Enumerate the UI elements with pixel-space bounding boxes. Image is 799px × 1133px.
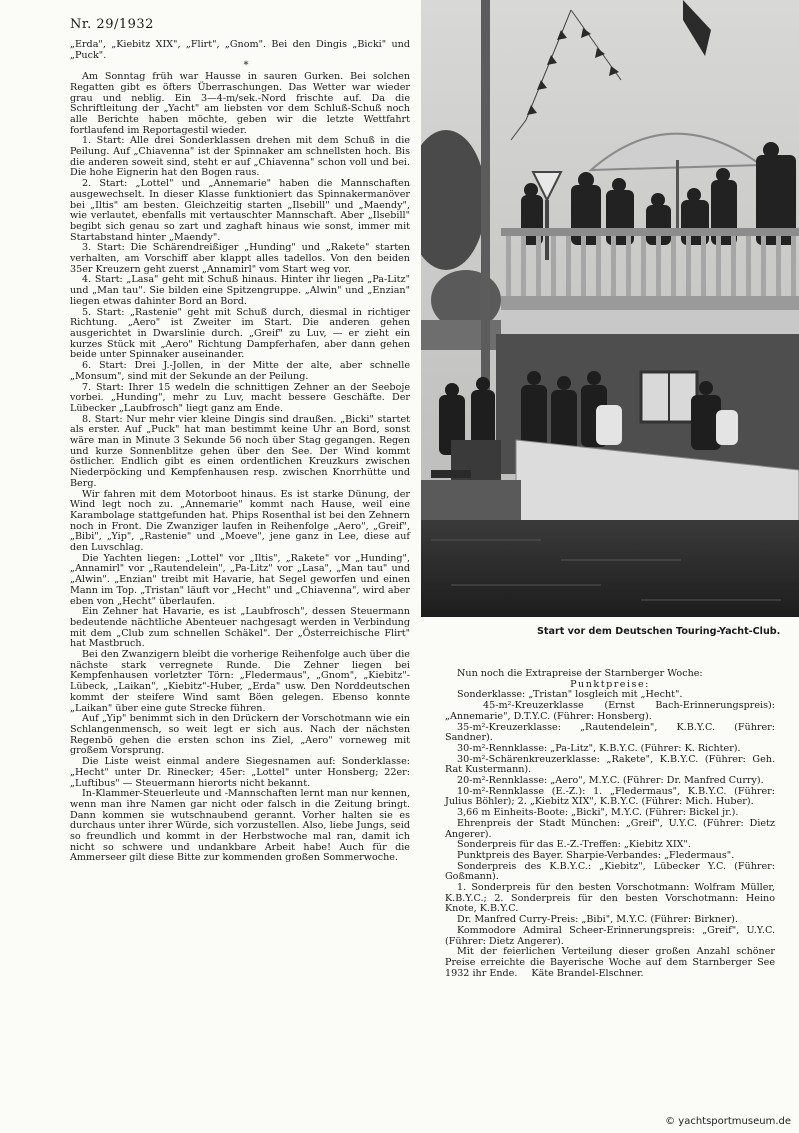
right-paragraph-text: Ehrenpreis der Stadt München: „Greif", U.Y.C. (Führer: Dietz Angerer). (445, 817, 775, 840)
right-paragraph-text: 45-m²-Kreuzerklasse (Ernst Bach-Erinnerungspreis): „Annemarie", D.T.Y.C. (Führer: Honsberg). (445, 700, 775, 722)
photo-yacht-club-start (421, 0, 799, 617)
right-paragraph (445, 883, 775, 915)
right-paragraph-text: Sonderklasse: „Tristan" losgleich mit „Hecht". (457, 689, 683, 701)
left-paragraph: Auf „Yip" benimmt sich in den Drückern der Vorschotmann wie ein Schlangenmensch, so weit legt er sich aus. Nach der nächsten Regenbö gehen die ersten schon ins Ziel, „Aero" vorneweg mit großem Vorsprung. (70, 713, 410, 757)
left-paragraph: 1. Start: Alle drei Sonderklassen drehen mit dem Schuß in die Peilung. Auf „Chiavenna" ist der Spinnaker am schnellsten hoch. Bis die anderen soweit sind, steht er auf „Chiavenna" schon voll und bei. Die hohe Eignerin hat den Bogen raus. (70, 135, 410, 179)
right-paragraph-text: Mit der feierlichen Verteilung dieser großen Anzahl schöner Preise erreichte die Bayerische Woche auf dem Starnberger See 1932 ihr Ende. (445, 946, 775, 979)
right-paragraph (445, 819, 775, 840)
right-paragraph (445, 787, 775, 808)
right-paragraph-text: Punktpreise: (570, 678, 650, 690)
right-paragraph-text: Kommodore Admiral Scheer-Erinnerungspreis: „Greif", U.Y.C. (Führer: Dietz Angerer). (445, 924, 775, 947)
right-paragraph-text: Dr. Manfred Curry-Preis: „Bibi", M.Y.C. (Führer: Birkner). (457, 914, 738, 926)
right-paragraph (445, 723, 775, 744)
left-column (70, 40, 410, 864)
right-column (445, 669, 775, 979)
left-paragraph: 6. Start: Drei J.-Jollen, in der Mitte der alte, aber schnelle „Monsum", sind mit der Sekunde an der Peilung. (70, 360, 410, 382)
left-paragraph: 4. Start: „Lasa" geht mit Schuß hinaus. Hinter ihr liegen „Pa-Litz" und „Man tau". Sie bilden eine Spitzengruppe. „Alwin" und „Enzian" liegen etwas dahinter Bord an Bord. (70, 274, 410, 307)
right-paragraph (445, 862, 775, 883)
right-paragraph (445, 947, 775, 979)
right-paragraph-text: Punktpreis des Bayer. Sharpie-Verbandes: „Fledermaus". (457, 849, 735, 861)
photo-illustration (421, 0, 799, 617)
right-paragraph-text: 30-m²-Schärenkreuzerklasse: „Rakete", K.B.Y.C. (Führer: Geh. Rat Kustermann). (445, 753, 775, 776)
left-paragraph: In-Klammer-Steuerleute und -Mannschaften lernt man nur kennen, wenn man ihre Namen gar nicht oder falsch in die Zeitung bringt. Dann kommen sie wutschnaubend gerannt. Vorher halten sie es durchaus unter ihrer Würde, sich vorzustellen. Also, liebe Jungs, seid so freundlich und kommt in der Herbstwoche mal ran, damit ich nicht so schwere und undankbare Arbeit habe! Auch für die Ammerseer gilt diese Bitte zur kommenden großen Sommerwoche. (70, 788, 410, 864)
section-separator: * (243, 60, 249, 72)
left-paragraph: Bei den Zwanzigern bleibt die vorherige Reihenfolge auch über die nächste stark verregnete Runde. Die Zehner liegen bei Kempfenhausen vorletzter Törn: „Fledermaus", „Gnom", „Kiebitz"-Lübeck, „Laikan", „Kiebitz"-Huber, „Erda" usw. Den Norddeutschen kommt der steifere Wind samt Böen gelegen. Ebenso konnte „Laikan" über eine gute Strecke führen. (70, 649, 410, 714)
right-paragraph-text: Sonderpreis des K.B.Y.C.: „Kiebitz", Lübecker Y.C. (Führer: Goßmann). (445, 860, 775, 883)
left-paragraph: 2. Start: „Lottel" und „Annemarie" haben die Mannschaften ausgewechselt. In dieser Klasse funktioniert das Spinnakermanöver bei „Iltis" am besten. Gleichzeitig starten „Ilsebill" und „Maendy", wie verlautet, ebenfalls mit vertauschter Mannschaft. Aber „Ilsebill" begibt sich genau so zart und zaghaft hinaus wie sonst, immer mit Startabstand hinter „Maendy". (70, 178, 410, 243)
right-paragraph (445, 701, 775, 722)
right-paragraph-text: 10-m²-Rennklasse (E.-Z.): 1. „Fledermaus", K.B.Y.C. (Führer: Julius Böhler); 2. „Kiebitz XIX", K.B.Y.C. (Führer: Mich. Huber). (445, 785, 775, 808)
left-paragraph: „Erda", „Kiebitz XIX", „Flirt", „Gnom". Bei den Dingis „Bicki" und „Puck". (70, 39, 410, 61)
left-paragraph: Die Yachten liegen: „Lottel" vor „Iltis", „Rakete" vor „Hunding", „Annamirl" vor „Rautendelein", „Pa-Litz" vor „Lasa", „Man tau" und „Alwin". „Enzian" treibt mit Havarie, hat Segel geworfen und einen Mann im Top. „Tristan" läuft vor „Hecht" und „Chiavenna", wird aber eben von „Hecht" überlaufen. (70, 552, 410, 607)
left-paragraph: Die Liste weist einmal andere Siegesnamen auf: Sonderklasse: „Hecht" unter Dr. Rinecker; 45er: „Lottel" unter Honsberg; 22er: „Luftibus" — Steuermann hierorts nicht bekannt. (70, 756, 410, 789)
author-signature: Käte Brandel-Elschner. (531, 967, 644, 979)
left-paragraph: 3. Start: Die Schärendreißiger „Hunding" und „Rakete" starten verhalten, am Vorschiff aber klappt alles tadellos. Von den beiden 35er Kreuzern geht zuerst „Annamirl" vom Start weg vor. (70, 242, 410, 275)
left-paragraph: 8. Start: Nur mehr vier kleine Dingis sind draußen. „Bicki" startet als erster. Auf „Puck" hat man bestimmt keine Uhr an Bord, sonst wäre man in Minute 3 Sekunde 56 noch über Stag gegangen. Regen und kurze Sonnenblitze gehen über den See. Der Wind kommt östlicher. Endlich gibt es einen ordentlichen Kreuzkurs zwischen Niederpöcking und Kempfenhausen resp. zwischen Knorrhütte und Berg. (70, 413, 410, 489)
right-paragraph-text: 30-m²-Rennklasse: „Pa-Litz", K.B.Y.C. (Führer: K. Richter). (457, 742, 741, 754)
left-paragraph: Am Sonntag früh war Hausse in sauren Gurken. Bei solchen Regatten gibt es öfters Überraschungen. Das Wetter war wieder grau und neblig. Ein 3—4-m/sek.-Nord frischte auf. Da die Schriftleitung der „Yacht" am liebsten vor dem Schluß-Schuß noch alle Berichte haben möchte, geben wir die letzte Wettfahrt fortlaufend im Reportagestil wieder. (70, 71, 410, 136)
right-paragraph-text: Sonderpreis für das E.-Z.-Treffen: „Kiebitz XIX". (457, 839, 691, 851)
right-paragraph-text: 20-m²-Rennklasse: „Aero", M.Y.C. (Führer: Dr. Manfred Curry). (457, 775, 764, 787)
right-paragraph-text: 1. Sonderpreis für den besten Vorschotmann: Wolfram Müller, K.B.Y.C.; 2. Sonderpreis für den besten Vorschotmann: Heino Knote, K.B.Y.C. (445, 882, 775, 915)
right-paragraph-text: 35-m²-Kreuzerklasse: „Rautendelein", K.B.Y.C. (Führer: Sandner). (445, 721, 775, 744)
watermark: © yachtsportmuseum.de (665, 1116, 791, 1127)
issue-number: Nr. 29/1932 (70, 17, 154, 32)
left-paragraph: Ein Zehner hat Havarie, es ist „Laubfrosch", dessen Steuermann bedeutende nächtliche Abenteuer nachgesagt werden in Verbindung mit dem „Club zum schnellen Schäkel". Der „Österreichische Flirt" hat Mastbruch. (70, 606, 410, 650)
left-paragraph: 5. Start: „Rastenie" geht mit Schuß durch, diesmal in richtiger Richtung. „Aero" ist Zweiter im Start. Die anderen gehen ausgerichtet in Dwarslinie durch. „Greif" zu Luv, — er zieht ein kurzes Stück mit „Aero" Richtung Dampferhafen, aber dann gehen beide unter Spinnaker auseinander. (70, 306, 410, 361)
right-paragraph (445, 755, 775, 776)
photo-caption: Start vor dem Deutschen Touring-Yacht-Club. (537, 626, 781, 637)
right-paragraph-text: 3,66 m Einheits-Boote: „Bicki", M.Y.C. (Führer: Bickel jr.). (457, 807, 739, 819)
right-paragraph-text: Nun noch die Extrapreise der Starnberger Woche: (457, 668, 703, 679)
right-paragraph (445, 926, 775, 947)
left-paragraph: 7. Start: Ihrer 15 wedeln die schnittigen Zehner an der Seeboje vorbei. „Hunding", mehr zu Luv, macht bessere Geschäfte. Der Lübecker „Laubfrosch" liegt ganz am Ende. (70, 381, 410, 414)
left-paragraph: Wir fahren mit dem Motorboot hinaus. Es ist starke Dünung, der Wind legt noch zu. „Annemarie" kommt nach Hause, weil eine Karambolage stattgefunden hat. Phips Rosenthal ist bei den Zehnern noch in Front. Die Zwanziger laufen in Reihenfolge „Aero", „Greif", „Bibi", „Yip", „Rastenie" und „Moeve", jene ganz in Lee, diese auf den Luvschlag. (70, 488, 410, 554)
